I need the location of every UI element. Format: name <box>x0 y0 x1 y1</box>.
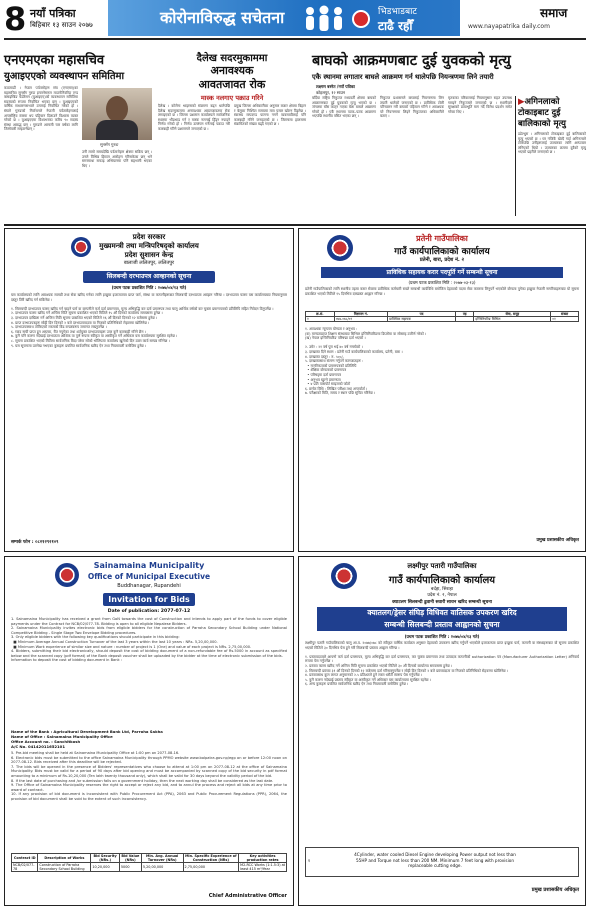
notice-subline: क्याटलग सिलबन्दी ढुवानी सवारी साधन खरिद सम्बन्धी सूचना <box>392 600 492 605</box>
headline-2: टोकाइबाट दुई <box>518 108 561 118</box>
headline: बाघको आक्रमणबाट दुई युवकको मृत्यु <box>312 53 511 69</box>
table-header: पद <box>388 312 456 317</box>
notice-pratene <box>298 228 586 552</box>
notice-banner-text-1: क्यातलग/ड्रेसर संघिड़ विधिवत वातिसक उपकरण खरिद <box>367 608 517 617</box>
story-wasp <box>518 96 586 220</box>
notice-body: 1. Sainamaina Municipality has received a grant from GoN towards the cost of Construction and intends to apply part of the funds to cover eligible payments under the Contract for NCB/02/077-78. Bidding is open to all eligible Nepalese Bidders. 2. Sainamaina Municipality invites electronic bids from eligible bidders for the construction of Parroha Secondary School Building under National Competitive Bidding - Single Stage Two Envelope Bidding procedures. 3. Only eligible bidders with the following key qualifications should participate in this bidding: ■ Minimum Average Annual Construction Turnover of the last 3 years within the last 10 years : NRs. 5,20,00,000. ■ Minimum Work experience of similar size and nature : number of project is 1 (One) and value of each project is NRs. 2,75,00,000. 4. Bidders, submitting their bid electronically, should deposit the cost of bidding document of a non-refundable fee of Rs.5000 in account as specified below and the scanned copy (pdf format) of the Bank deposit voucher shall be uploaded by the bidder at the time of electronic submission of the bids. Information to deposit the cost of bidding document in Bank : <box>11 617 287 663</box>
signoff: प्रमुख प्रशासकीय अधिकृत <box>531 887 579 893</box>
notice-line-3: बर्दहा, सिराहा <box>430 587 454 592</box>
notice-date: (प्रथम पटक प्रकाशित मिति : २०७७/०४/१३ गते) <box>111 285 187 290</box>
notice-banner <box>321 267 563 278</box>
bank-name: Name of the Bank : Agricultural Development Bank Ltd, Parroha Sakha <box>11 729 163 734</box>
table-header: Description of Works <box>38 854 91 863</box>
kicker-1: दैलेख सदरमुकाममा <box>196 53 268 64</box>
notice-date: (प्रथम पटक प्रकाशित मिति : २०७७/०४/१३ गते) <box>404 634 480 639</box>
table-header: Bid Value (NRs) <box>121 854 140 862</box>
notice-date: (प्रथम पटक प्रकाशित मिति : २०७७-०३-१३) <box>408 280 476 285</box>
dateline: कोहलपुर, १२ साउन <box>316 90 345 95</box>
table-cell <box>455 317 473 322</box>
notice-banner <box>83 271 215 283</box>
notice-banner <box>317 607 567 631</box>
spec-row <box>305 847 579 877</box>
account-number: A/C No. 04142011652101 <box>11 744 65 749</box>
kicker-3: आवतजावत रोक <box>198 78 266 91</box>
table-cell: NCB/02/077-78 <box>12 863 38 872</box>
notice-line-1: Sainamaina Municipality <box>93 561 205 570</box>
notice-body-2: १. आवश्यक न्यूनतम योग्यता र अनुभव : (क) मान्यताप्राप्त शिक्षण संस्थाबाट सिभिल इन्जिनियरिङमा डिप्लोमा वा सोसरह उत्तीर्ण गरेको । (ख) नेपाल इन्जिनियरिङ परिषद्मा दर्ता भएको । २. उमेर : २१ वर्ष पूरा भई ४० वर्ष ननाघेको । ३. दरखास्त दिने स्थान : प्रतेनी गाउँ कार्यपालिकाको कार्यालय, प्रतेनी, बारा । ४. दरखास्त दस्तुर : रु. ५००/- ५. दरखास्तसाथ संलग्न गर्नुपर्ने कागजातहरू : • नागरिकताको प्रमाणपत्रको प्रतिलिपि • शैक्षिक योग्यताको प्रमाणपत्र • परिषद्‌मा दर्ता प्रमाणपत्र • अनुभव खुल्ने प्रमाणपत्र • ४ प्रति पासपोर्ट साइजको फोटो ६. छनोट विधि : लिखित परीक्षा तथा अन्तर्वार्ता । ७. परीक्षाको मिति, समय र स्थान पछि सूचित गरिनेछ । <box>305 327 427 396</box>
table-cell: १ <box>306 317 335 322</box>
notice-body: यस कार्यालयको लागि आवश्यक सामग्री तथा सेवा खरिद गर्नका लागि इच्छुक इजाजतपत्र प्राप्त फर्म, संस्था वा कम्पनीहरूबाट सिलबन्दी दरभाउपत्र आव्हान गरिन्छ । दरभाउपत्र फारम यस कार्यालयबाट नियमानुसार दस्तुर तिरी खरिद गर्न सकिनेछ । १. सिलबन्दी दरभाउपत्र फारम खरिद गर्न चाहने फर्म वा कम्पनीले फर्म दर्ता प्रमाणपत्र, मूल्य अभिवृद्धि कर दर्ता प्रमाणपत्र तथा चालु आर्थिक वर्षको कर चुक्ता प्रमाणपत्रको प्रतिलिपि सहित निवेदन दिनुपर्नेछ । २. दरभाउपत्र फारम खरिद गर्ने अन्तिम मिति सूचना प्रकाशित भएको मितिले १५ औं दिनको कार्यालय समयसम्म हुनेछ । ३. दरभाउपत्र दाखिला गर्ने अन्तिम मिति सूचना प्रकाशित भएको मितिले १६ औं दिनको दिनको १२ बजेसम्म हुनेछ । ४. प्राप्त दरभाउपत्रहरू सोही दिन दिनको २ बजे दरभाउपत्रदाता वा निजको प्रतिनिधिको रोहवरमा खोलिनेछ । ५. दरभाउपत्रसाथ तोकिएको रकमको बिड बन्डस्वरूप जमानत राख्नुपर्नेछ । ६. म्याद नाघी प्राप्त हुन आएका, रीत नपुगेका तथा शर्तयुक्त दरभाउपत्रहरू उपर कुनै कारबाही गरिने छैन । ७. कुनै पनि कारण नदेखाई दरभाउपत्र आंशिक वा पूर्ण रूपमा स्वीकृत वा अस्वीकृत गर्ने अधिकार यस कार्यालयमा सुरक्षित रहनेछ । ८. सूचना प्रकाशित भएको मितिमा सार्वजनिक बिदा परेमा सोको भोलिपल्ट कार्यालय खुलेको दिन उक्त कार्य सम्पन्न गरिनेछ । ९. यस सूचनामा उल्लेख नभएका कुराहरू प्रचलित सार्वजनिक खरिद ऐन तथा नियमावली बमोजिम हुनेछ । <box>11 293 287 348</box>
stop-sign-icon <box>352 10 370 28</box>
table-cell: 10,20,000 <box>91 863 120 872</box>
campaign-line-1: भिडभाडबाट <box>378 7 417 17</box>
site-url[interactable]: www.nayapatrika daily.com <box>468 23 550 30</box>
notice-line-3: प्रदेश सुशासन केन्द्र <box>124 251 174 259</box>
table-row <box>12 863 287 872</box>
headline-3: बालिकाको मृत्यु <box>518 119 566 129</box>
table-cell: ०७७-०७८/०१ <box>334 317 387 322</box>
table-header: विज्ञापन नं. <box>334 312 387 317</box>
table-header: Min. Avg. Annual Turnover (NRs) <box>141 854 183 863</box>
table-header: तह <box>455 312 473 317</box>
spec-text: 4Cylinder, water cooled Diesel Engine developing Power output not less than 55HP and Torque not less than 200 NM. Minimum 7 feet long with provision replaceable cutting edge. <box>354 852 516 868</box>
spec-serial: १ <box>308 858 311 863</box>
table-cell: Construction of Parroha Secondary School Building <box>38 863 91 872</box>
subheading: मास्क नलगाए पक्राउ गरिने <box>200 94 264 102</box>
story-body-2: प्रमुख जिल्ला अधिकारीका अनुसार बजार क्षेत्रमा बिहान र बेलुका निश्चित समयमा मात्र पसल खोल्न दिइनेछ । स्वास्थ्य मापदण्ड पालना नगर्ने व्यवसायीलाई पनि कारबाही गरिने जनाइएको छ । जिल्लामा हालसम्म संक्रमितको संख्या बढ्दै गएको छ । <box>234 104 306 127</box>
author-photo <box>82 88 152 140</box>
page-date: बिहिबार १३ साउन २०७७ <box>30 21 93 29</box>
table-cell: प्राविधिक सहायक <box>388 317 456 322</box>
notice-good-governance <box>4 228 294 552</box>
notice-body: लक्ष्मीपुर पतारी गाउँपालिकाको चालु आ.व. २०७७/०७८ को स्वीकृत वार्षिक कार्यक्रम अनुसार देहायको उपकरण खरिद गर्नुपर्ने भएकोले इजाजतपत्र प्राप्त इच्छुक फर्म, कम्पनी वा संस्थाहरूबाट यो सूचना प्रकाशित भएको मितिले ३० दिनभित्र पेस हुने गरी सिलबन्दी प्रस्ताव आह्वान गरिन्छ । १. प्रस्तावदाताले आफ्नो फर्म दर्ता प्रमाणपत्र, मूल्य अभिवृद्धि कर दर्ता प्रमाणपत्र, कर चुक्ता प्रमाणपत्र तथा उत्पादक कम्पनीको authorization पत्र (Manufacturer Authorization Letter) अनिवार्य रूपमा पेस गर्नुपर्नेछ । २. प्रस्ताव फारम खरिद गर्ने अन्तिम मिति सूचना प्रकाशित भएको मितिले ३० औं दिनको कार्यालय समयसम्म हुनेछ । ३. सिलबन्दी प्रस्ताव ३१ औं दिनको दिनको १२ बजेसम्म दर्ता गरिसक्नुपर्नेछ र सोही दिन दिनको २ बजे प्रस्तावदाता वा निजको प्रतिनिधिको रोहवरमा खोलिनेछ । ४. प्रस्तावसाथ कुल लागत अनुमानको २.५ प्रतिशतले हुने रकम धरौटी स्वरूप पेस गर्नुपर्नेछ । ५. कुनै कारण नदेखाई प्रस्ताव स्वीकृत वा अस्वीकृत गर्ने अधिकार यस कार्यालयमा सुरक्षित रहनेछ । ६. अन्य कुराहरू प्रचलित सार्वजनिक खरिद ऐन तथा नियमावली बमोजिम हुनेछ । <box>305 641 579 687</box>
table-cell: 5000 <box>119 863 141 872</box>
story-body: बर्दिया राष्ट्रिय निकुञ्ज मध्यवर्ती क्षेत्रमा बाघको आक्रमणबाट दुई युवकको मृत्यु भएको छ । जंगलमा घाँस काट्न गएका बेला बाघले आक्रमण गरेको हो । एकै स्थानमा पटक–पटक आक्रमण भएपछि स्थानीय त्रसित भएका छन् । <box>312 96 376 119</box>
headline-2: युआइएएको व्यवस्थापन समितिमा <box>4 71 125 82</box>
table-cell: ०१ <box>551 317 579 322</box>
story-body-2: उनी लामो समयदेखि पर्वतारोहण क्षेत्रमा सक्रिय छन् । उनले विभिन्न हिमाल आरोहण गरिसकेका छन् भने सगरमाथा सफाइ अभियानमा पनि सहभागी भएका थिए । <box>82 150 152 168</box>
notice-laxmipur-patari <box>298 556 586 906</box>
headline: एनएमएका महासचिव <box>4 53 105 68</box>
notice-sainamaina <box>4 556 294 906</box>
story-nma <box>4 50 154 220</box>
story-body: दैलेख । कोरोना भाइरसको संक्रमण बढ्न थालेपछि दैलेख सदरमुकाममा अनावश्यक आवतजावतमा रोक लगाइएको छ । जिल्ला प्रशासन कार्यालयले सार्वजनिक स्थलमा भीडभाड गर्न र मास्क नलगाई हिँड्न नपाइने निर्णय गरेको हो । निर्णय उल्लंघन गर्नेलाई पक्राउ गरी कारबाही गरिने प्रशासनले जनाएको छ । <box>158 104 230 131</box>
masthead <box>0 0 590 50</box>
notice-banner-text: प्राविधिक सहायक करार पदपूर्ति गर्ने सम्बन्धी सूचना <box>386 269 498 276</box>
story-body: डडेल्धुरा । अगिनलाको टोकाइबाट दुई बालिकाको मृत्यु भएको छ । घर नजिकै खेल्दै गर्दा अगिनलाले टोकेपछि उनीहरूलाई उपचारका लागि अस्पताल लगिएको थियो । उपचारका क्रममा दुवैको मृत्यु भएको प्रहरीले जनाएको छ । <box>518 132 586 155</box>
headline-1 <box>518 96 586 107</box>
byline: लक्ष्मण बस्नेत /नयाँ पत्रिका <box>316 84 355 89</box>
notice-banner-text-2: सम्बन्धी सिलबन्दी प्रस्ताव आह्वानको सुचना <box>384 620 500 629</box>
notice-line-2: मुख्यमन्त्री तथा मन्त्रिपरिषद्को कार्यालय <box>99 242 199 250</box>
table-header: सेवा, समूह <box>474 312 551 317</box>
table-header: Bid Security (NRs.) <box>91 854 120 863</box>
notice-body: प्रतेनी गाउँपालिकाको लागि स्थानीय तहमा करार सेवामा प्राविधिक कर्मचारी राख्ने सम्बन्धी कार्यविधि बमोजिम देहायको पदमा सेवा करारमा लिनुपर्ने भएकोले योग्यता पुगेका इच्छुक नेपाली नागरिकहरूबाट यो सूचना प्रकाशित भएको मितिले १५ दिनभित्र दरखास्त आह्वान गरिन्छ । <box>305 287 579 296</box>
kicker-2: अनावश्यक <box>210 64 254 77</box>
crowd-icon <box>300 4 348 34</box>
signoff: Chief Administrative Officer <box>208 893 287 899</box>
section-rule <box>4 224 586 226</box>
notice-banner-text: Invitation for Bids <box>108 595 190 604</box>
table-cell: इन्जिनियरिङ सिभिल <box>474 317 551 322</box>
office-account: Office Account no. : Sanchitkosh <box>11 739 81 744</box>
notice-contact: सम्पर्क फोन : ०८२१२९२१०९ <box>11 540 59 545</box>
table-header: Min. Specific Experience of Construction (NRs) <box>183 854 239 863</box>
paper-name: नयाँ पत्रिका <box>30 7 76 20</box>
notice-banner-text: सिलबन्दी दरभाउपत्र आव्हानको सूचना <box>106 273 192 280</box>
campaign-line-2: टाढै रहौँ <box>378 19 413 33</box>
page-number: 8 <box>4 0 27 38</box>
notice-line-1: लक्ष्मीपुर पतारी गाउँपालिका <box>407 562 477 570</box>
table-header: क्र.सं. <box>306 312 335 317</box>
office-name: Name of Office : Sainamaina Municipality Office <box>11 734 113 739</box>
post-table <box>305 311 579 322</box>
table-header: संख्या <box>551 312 579 317</box>
notice-date: Date of publication: 2077-07-12 <box>107 609 191 614</box>
table-header: Key activities production rates <box>239 854 287 863</box>
story-body-3: मृतकका परिवारलाई नियमानुसार राहत उपलब्ध गराइने निकुञ्जले जनाएको छ । स्थानीयले सुरक्षाको प्रत्याभूति माग गर्दै विरोध प्रदर्शन समेत गरेका थिए । <box>448 96 512 114</box>
banner-title: कोरोनाविरुद्ध सचेतना <box>160 8 285 27</box>
bullet-icon: ▶ <box>518 97 525 107</box>
notice-body-2: 5. Pre-bid meeting shall be held at Sainamaina Municipality Office at 1:00 pm on 2077-08-16. 6. Electronic bids must be submitted to the office Sainamaina Municipality through PPMO website www.bolpatra.gov.np/egp on or before 12:00 noon on 2077-08-12. Bids received after this deadline will be rejected. 7. The bids will be opened in the presence of Bidders' representatives who choose to attend at 1:00 pm on 2077-08-12 at the office of Sainamaina Municipality. Bids must be valid for a period of 90 days after bid opening and must be accompanied by scanned copy of the bid security in pdf format amounting to a minimum of Rs.10,20,000 (Ten lakh twenty thousand only), which shall be valid for 30 days beyond the validity period of the bid. 8. If the last date of purchasing and /or submission falls on a government holiday, then the next working day shall be considered as the last date. 9. The Office of Sainamaina Municipality reserves the right to accept or reject any bid, and to annul the process and reject all bids at any time prior to award of contract. 10. If any provision of bid document is inconsistent with Public Procurement Act (PPA), 2063 and Public Procurement Regulations (PPR), 2064, the provision of bid document shall be void to the extent of such inconsistency. <box>11 751 287 801</box>
notice-line-1: प्रतेनी गाउँपालिका <box>416 234 468 243</box>
story-dailekh <box>158 50 306 220</box>
signoff: प्रमुख प्रशासकीय अधिकृत <box>536 538 579 543</box>
notice-line-2: Office of Municipal Executive <box>87 572 211 581</box>
notice-banner <box>103 593 195 606</box>
notice-line-1: प्रदेश सरकार <box>132 233 166 241</box>
bid-table <box>11 853 287 872</box>
section-name: समाज <box>540 6 568 20</box>
headline-text: अगिनलाको <box>524 97 560 107</box>
table-cell: 5,20,00,000 <box>141 863 183 872</box>
notice-line-2: गाउँ कार्यपालिकाको कार्यालय <box>388 575 496 586</box>
table-cell: 2,75,00,000 <box>183 863 239 872</box>
photo-caption: सुनसँग गुरुङ <box>100 142 119 147</box>
header-rule <box>4 38 586 40</box>
notice-line-3: Buddhanagar, Rupandehi <box>117 583 181 589</box>
table-cell: M2-RCC Works (1:1.5:3) at least 415 m³/Year <box>240 863 286 871</box>
notice-line-2: गाउँ कार्यपालिकाको कार्यालय <box>394 247 490 257</box>
table-header: Contract ID <box>12 854 38 863</box>
notice-line-4: बालाजी ललितपुर, ललितपुर <box>123 260 175 266</box>
notice-line-4: प्रदेश नं. २, नेपाल <box>427 593 457 598</box>
story-body: काठमाडौं । नेपाल पर्वतारोहण संघ (एनएमए)का महासचिव सुनसँग गुरुङ इन्टरनेसनल माउन्टेनियरिङ एन्ड क्लाइम्बिङ फेडेरेसन (युआइएए)को व्यवस्थापन समितिमा सदस्यको रूपमा निर्वाचित भएका छन् । युआइएएको वार्षिक साधारणसभाले उनलाई निर्वाचित गरेको हो । संघले गुरुङको निर्वाचनले नेपाली पर्वतारोहणलाई अन्तर्राष्ट्रिय स्तरमा थप पहिचान दिलाउने विश्वास व्यक्त गरेको छ । युआइएएमा विश्वभरका करिब ९० सदस्य संस्था आबद्ध छन् । गुरुङले आगामी चार वर्षका लागि जिम्मेवारी सम्हाल्नेछन् । <box>4 86 78 132</box>
subheading: एकै स्थानमा लगातार बाघले आक्रमण गर्न थालेपछि नियन्त्रणमा लिने तयारी <box>312 73 494 81</box>
table-header-row <box>12 854 287 863</box>
story-body-2: निकुञ्ज प्रशासनले बाघलाई नियन्त्रणमा लिन तयारी थालेको जनाएको छ । प्राविधिक टोली परिचालन गरी बाघको पहिचान गरिने र आवश्यक परे नियन्त्रणमा लिइने निकुञ्जका अधिकारीले बताए । <box>380 96 444 119</box>
notice-line-3: प्रतेनी, बारा, प्रदेश नं. २ <box>419 257 465 263</box>
table-row <box>306 317 579 322</box>
